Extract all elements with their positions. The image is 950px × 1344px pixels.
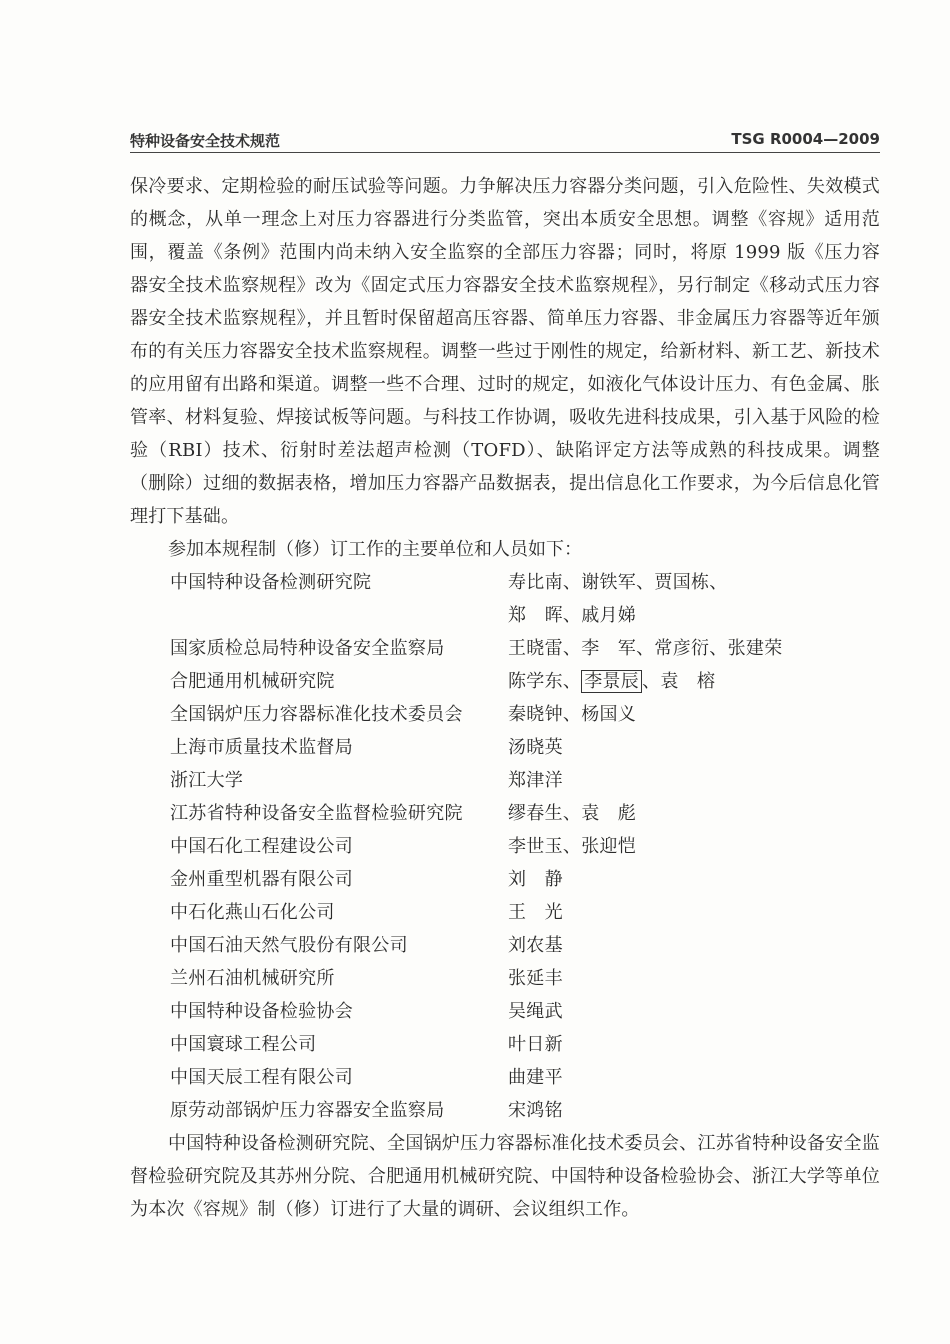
org-name: 中国特种设备检测研究院 bbox=[170, 572, 372, 593]
list-item bbox=[130, 962, 880, 995]
org-people: 曲建平 bbox=[508, 1067, 563, 1088]
list-item bbox=[130, 599, 880, 632]
list-item bbox=[130, 566, 880, 599]
org-name bbox=[130, 599, 508, 632]
list-item bbox=[130, 830, 880, 863]
page-header bbox=[130, 128, 880, 153]
person-name-boxed: 李景辰 bbox=[581, 670, 642, 693]
org-people: 王晓雷、李 军、常彦衍、张建荣 bbox=[508, 638, 783, 659]
list-item bbox=[130, 1061, 880, 1094]
closing-paragraph: 中国特种设备检测研究院、全国锅炉压力容器标准化技术委员会、江苏省特种设备安全监督检验研究院及其苏州分院、合肥通用机械研究院、中国特种设备检验协会、浙江大学等单位为本次《容规》制（修）订进行了大量的调研、会议组织工作。 bbox=[130, 1133, 880, 1220]
person-name: 、袁 榕 bbox=[642, 671, 716, 692]
org-people: 宋鸿铭 bbox=[508, 1100, 563, 1121]
org-name: 合肥通用机械研究院 bbox=[170, 671, 335, 692]
org-people: 寿比南、谢铁军、贾国栋、 bbox=[508, 572, 728, 593]
org-people: 刘农基 bbox=[508, 935, 563, 956]
org-name: 兰州石油机械研究所 bbox=[170, 968, 335, 989]
org-name: 中国石化工程建设公司 bbox=[170, 836, 353, 857]
org-name: 中国石油天然气股份有限公司 bbox=[170, 935, 408, 956]
list-item bbox=[130, 995, 880, 1028]
list-item bbox=[130, 665, 880, 698]
paragraph-main: 保冷要求、定期检验的耐压试验等问题。力争解决压力容器分类问题，引入危险性、失效模式的概念，从单一理念上对压力容器进行分类监管，突出本质安全思想。调整《容规》适用范围，覆盖《条例》范围内尚未纳入安全监察的全部压力容器；同时，将原 1999 版《压力容器安全技术监察规程》改为《固定式压力容器安全技术监察规程》，另行制定《移动式压力容器安全技术监察规程》，并且暂时保留超高压容器、简单压力容器、非金属压力容器等近年颁布的有关压力容器安全技术监察规程。调整一些过于刚性的规定，给新材料、新工艺、新技术的应用留有出路和渠道。调整一些不合理、过时的规定，如液化气体设计压力、有色金属、胀管率、材料复验、焊接试板等问题。与科技工作协调，吸收先进科技成果，引入基于风险的检验（RBI）技术、衍射时差法超声检测（TOFD）、缺陷评定方法等成熟的科技成果。调整（删除）过细的数据表格，增加压力容器产品数据表，提出信息化工作要求，为今后信息化管理打下基础。 bbox=[130, 176, 880, 527]
org-people: 缪春生、袁 彪 bbox=[508, 803, 637, 824]
org-people: 叶日新 bbox=[508, 1034, 563, 1055]
org-people: 王 光 bbox=[508, 902, 563, 923]
list-item bbox=[130, 797, 880, 830]
header-code: TSG R0004—2009 bbox=[731, 130, 880, 148]
body-text bbox=[130, 170, 880, 1226]
list-item bbox=[130, 764, 880, 797]
org-name: 江苏省特种设备安全监督检验研究院 bbox=[170, 803, 463, 824]
org-people bbox=[508, 665, 880, 698]
list-item bbox=[130, 731, 880, 764]
org-people: 郑津洋 bbox=[508, 770, 563, 791]
org-name: 国家质检总局特种设备安全监察局 bbox=[170, 638, 445, 659]
participants-intro: 参加本规程制（修）订工作的主要单位和人员如下： bbox=[168, 539, 582, 560]
person-name: 陈学东、 bbox=[508, 671, 582, 692]
org-name: 中国天辰工程有限公司 bbox=[170, 1067, 353, 1088]
org-people: 秦晓钟、杨国义 bbox=[508, 704, 637, 725]
list-item bbox=[130, 698, 880, 731]
list-item bbox=[130, 929, 880, 962]
org-people: 吴绳武 bbox=[508, 1001, 563, 1022]
participants-list bbox=[130, 566, 880, 1127]
list-item bbox=[130, 863, 880, 896]
org-name: 上海市质量技术监督局 bbox=[170, 737, 353, 758]
org-name: 中国寰球工程公司 bbox=[170, 1034, 317, 1055]
org-name: 金州重型机器有限公司 bbox=[170, 869, 353, 890]
org-name: 中石化燕山石化公司 bbox=[170, 902, 335, 923]
list-item bbox=[130, 1094, 880, 1127]
org-name: 浙江大学 bbox=[170, 770, 244, 791]
org-name: 中国特种设备检验协会 bbox=[170, 1001, 353, 1022]
org-people: 张延丰 bbox=[508, 968, 563, 989]
org-people: 刘 静 bbox=[508, 869, 563, 890]
list-item bbox=[130, 896, 880, 929]
org-people: 郑 晖、戚月娣 bbox=[508, 605, 637, 626]
org-name: 全国锅炉压力容器标准化技术委员会 bbox=[170, 704, 463, 725]
org-people: 汤晓英 bbox=[508, 737, 563, 758]
list-item bbox=[130, 1028, 880, 1061]
org-name: 原劳动部锅炉压力容器安全监察局 bbox=[170, 1100, 445, 1121]
list-item bbox=[130, 632, 880, 665]
header-title: 特种设备安全技术规范 bbox=[130, 132, 281, 150]
org-people: 李世玉、张迎恺 bbox=[508, 836, 637, 857]
